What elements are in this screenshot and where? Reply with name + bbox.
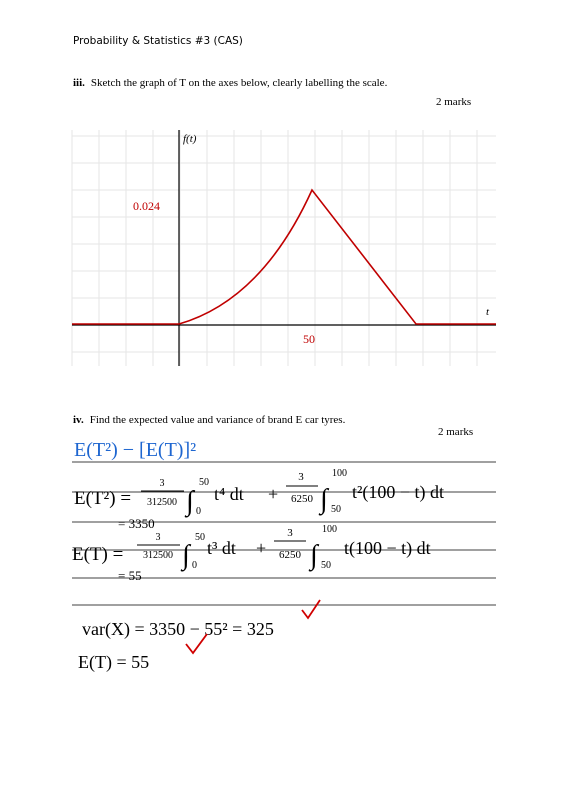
integral-sign-2: ∫ bbox=[320, 484, 328, 515]
peak-t-label: 50 bbox=[303, 332, 315, 346]
variance-formula: E(T²) − [E(T)]² bbox=[74, 439, 197, 461]
integral-sign-3: ∫ bbox=[182, 540, 190, 571]
y-axis-label: f(t) bbox=[183, 133, 197, 145]
et2-lhs: E(T²) = bbox=[74, 488, 132, 509]
et-result: = 55 bbox=[118, 568, 142, 583]
question-iv bbox=[73, 414, 345, 426]
int1-lower: 0 bbox=[196, 506, 201, 517]
frac-a-den: 312500 bbox=[143, 550, 173, 561]
integral-sign-4: ∫ bbox=[310, 540, 318, 571]
int1-upper: 50 bbox=[195, 532, 205, 543]
frac-b-num: 3 bbox=[298, 471, 304, 483]
frac-b-num: 3 bbox=[287, 527, 293, 539]
int2-upper: 100 bbox=[322, 524, 337, 535]
int1-upper: 50 bbox=[199, 477, 209, 488]
frac-a-num: 3 bbox=[159, 478, 165, 489]
int1-lower: 0 bbox=[192, 560, 197, 571]
page-header: Probability & Statistics #3 (CAS) bbox=[73, 35, 243, 47]
frac-a-num: 3 bbox=[155, 532, 161, 543]
int2-body: t²(100 − t) dt bbox=[352, 482, 445, 502]
mean-answer: E(T) = 55 bbox=[78, 652, 150, 672]
int1-body: t⁴ dt bbox=[214, 484, 244, 504]
et2-result: = 3350 bbox=[118, 516, 155, 531]
marks-iii: 2 marks bbox=[436, 96, 472, 108]
plus-sign: + bbox=[268, 484, 279, 504]
plus-sign: + bbox=[256, 538, 267, 558]
working-svg bbox=[0, 430, 566, 800]
int2-lower: 50 bbox=[331, 504, 341, 515]
int2-body: t(100 − t) dt bbox=[344, 538, 431, 558]
variance-answer: var(X) = 3350 − 55² = 325 bbox=[82, 619, 274, 639]
int2-lower: 50 bbox=[321, 560, 331, 571]
int1-body: t³ dt bbox=[207, 538, 236, 558]
x-axis-label: t bbox=[486, 306, 490, 318]
frac-a-den: 312500 bbox=[147, 497, 177, 508]
question-number: iv. bbox=[73, 414, 84, 426]
question-number: iii. bbox=[73, 77, 85, 89]
check-mark-icon bbox=[302, 600, 320, 618]
int2-upper: 100 bbox=[332, 468, 347, 479]
et-lhs: E(T) = bbox=[72, 544, 124, 565]
integral-sign-1: ∫ bbox=[186, 486, 194, 517]
frac-b-den: 6250 bbox=[291, 493, 313, 505]
frac-b-den: 6250 bbox=[279, 549, 301, 561]
peak-value-label: 0.024 bbox=[133, 199, 160, 213]
question-text: Sketch the graph of T on the axes below, clearly labelling the scale. bbox=[90, 77, 388, 89]
graph-grid bbox=[72, 130, 496, 366]
marks-iv: 2 marks bbox=[438, 426, 474, 438]
question-text: Find the expected value and variance of brand E car tyres. bbox=[89, 414, 346, 426]
